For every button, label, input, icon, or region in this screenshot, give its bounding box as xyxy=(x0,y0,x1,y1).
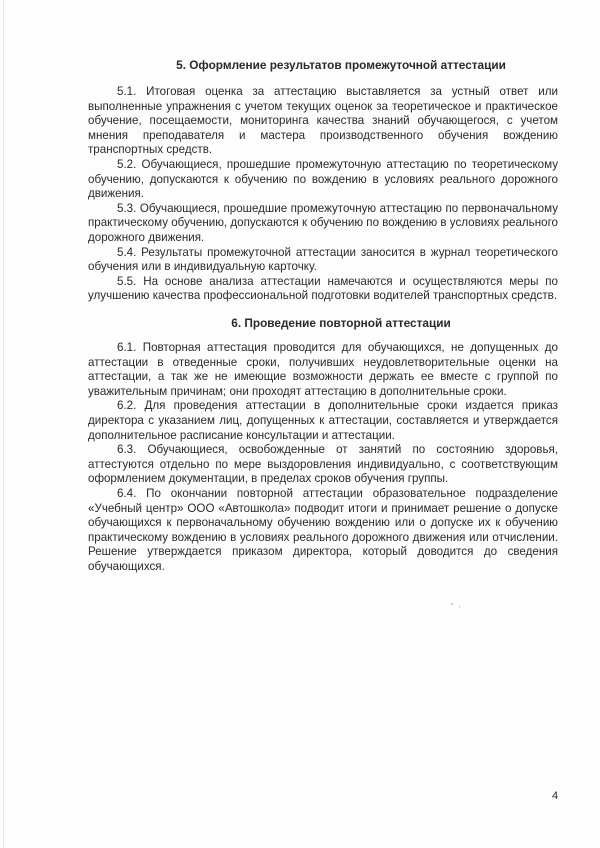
section-heading: 5. Оформление результатов промежуточной аттестации xyxy=(176,58,506,72)
paragraph-6-2: 6.2. Для проведения аттестации в дополнительные сроки издается приказ директора с указанием лиц, допущенных к аттестации, составляется и утверждается дополнительное расписание консультации и аттестации. xyxy=(88,399,558,442)
paragraph-5-4: 5.4. Результаты промежуточной аттестации заносится в журнал теоретического обучения или в индивидуальную карточку. xyxy=(88,245,558,274)
paragraph-6-1: 6.1. Повторная аттестация проводится для обучающихся, не допущенных до аттестации в отведенные сроки, получивших неудовлетворительные оценки на аттестации, а так же не имеющие возможности держать ее вместе с группой по уважительным причинам; они проходят аттестацию в дополнительные сроки. xyxy=(88,341,558,398)
scan-edge xyxy=(3,0,4,848)
section-5 xyxy=(88,58,558,304)
section-6 xyxy=(88,316,558,575)
scan-speck xyxy=(451,603,453,605)
section-heading: 6. Проведение повторной аттестации xyxy=(231,316,451,330)
paragraph-5-1: 5.1. Итоговая оценка за аттестацию выставляется за устный ответ или выполненные упражнения с учетом текущих оценок за теоретическое и практическое обучение, посещаемости, мониторинга качества знаний обучающегося, с учетом мнения преподавателя и мастера производственного обучения вождению транспортных средств. xyxy=(88,85,558,157)
paragraph-6-4: 6.4. По окончании повторной аттестации образовательное подразделение «Учебный центр» ООО «Автошкола» подводит итоги и принимает решение о допуске обучающихся к первоначальному обучению вождению или о допуске их к обучению практическому вождению в условиях реального дорожного движения или отчислении. Решение утверждается приказом директора, который доводится до сведения обучающихся. xyxy=(88,486,558,573)
page-number: 4 xyxy=(552,790,559,802)
scan-speck xyxy=(459,606,460,608)
paragraph-6-3: 6.3. Обучающиеся, освобожденные от занятий по состоянию здоровья, аттестуются отдельно по мере выздоровления индивидуально, с соответствующим оформлением документации, в пределах сроков обучения группы. xyxy=(88,443,558,486)
paragraph-5-3: 5.3. Обучающиеся, прошедшие промежуточную аттестацию по первоначальному практическому обучению, допускаются к обучению по вождению в условиях реального дорожного движения. xyxy=(88,201,558,244)
paragraph-5-2: 5.2. Обучающиеся, прошедшие промежуточную аттестацию по теоретическому обучению, допускаются к обучению по вождению в условиях реального дорожного движения. xyxy=(88,157,558,201)
paragraph-5-5: 5.5. На основе анализа аттестации намечаются и осуществляются меры по улучшению качества профессиональной подготовки водителей транспортных средств. xyxy=(88,274,558,303)
